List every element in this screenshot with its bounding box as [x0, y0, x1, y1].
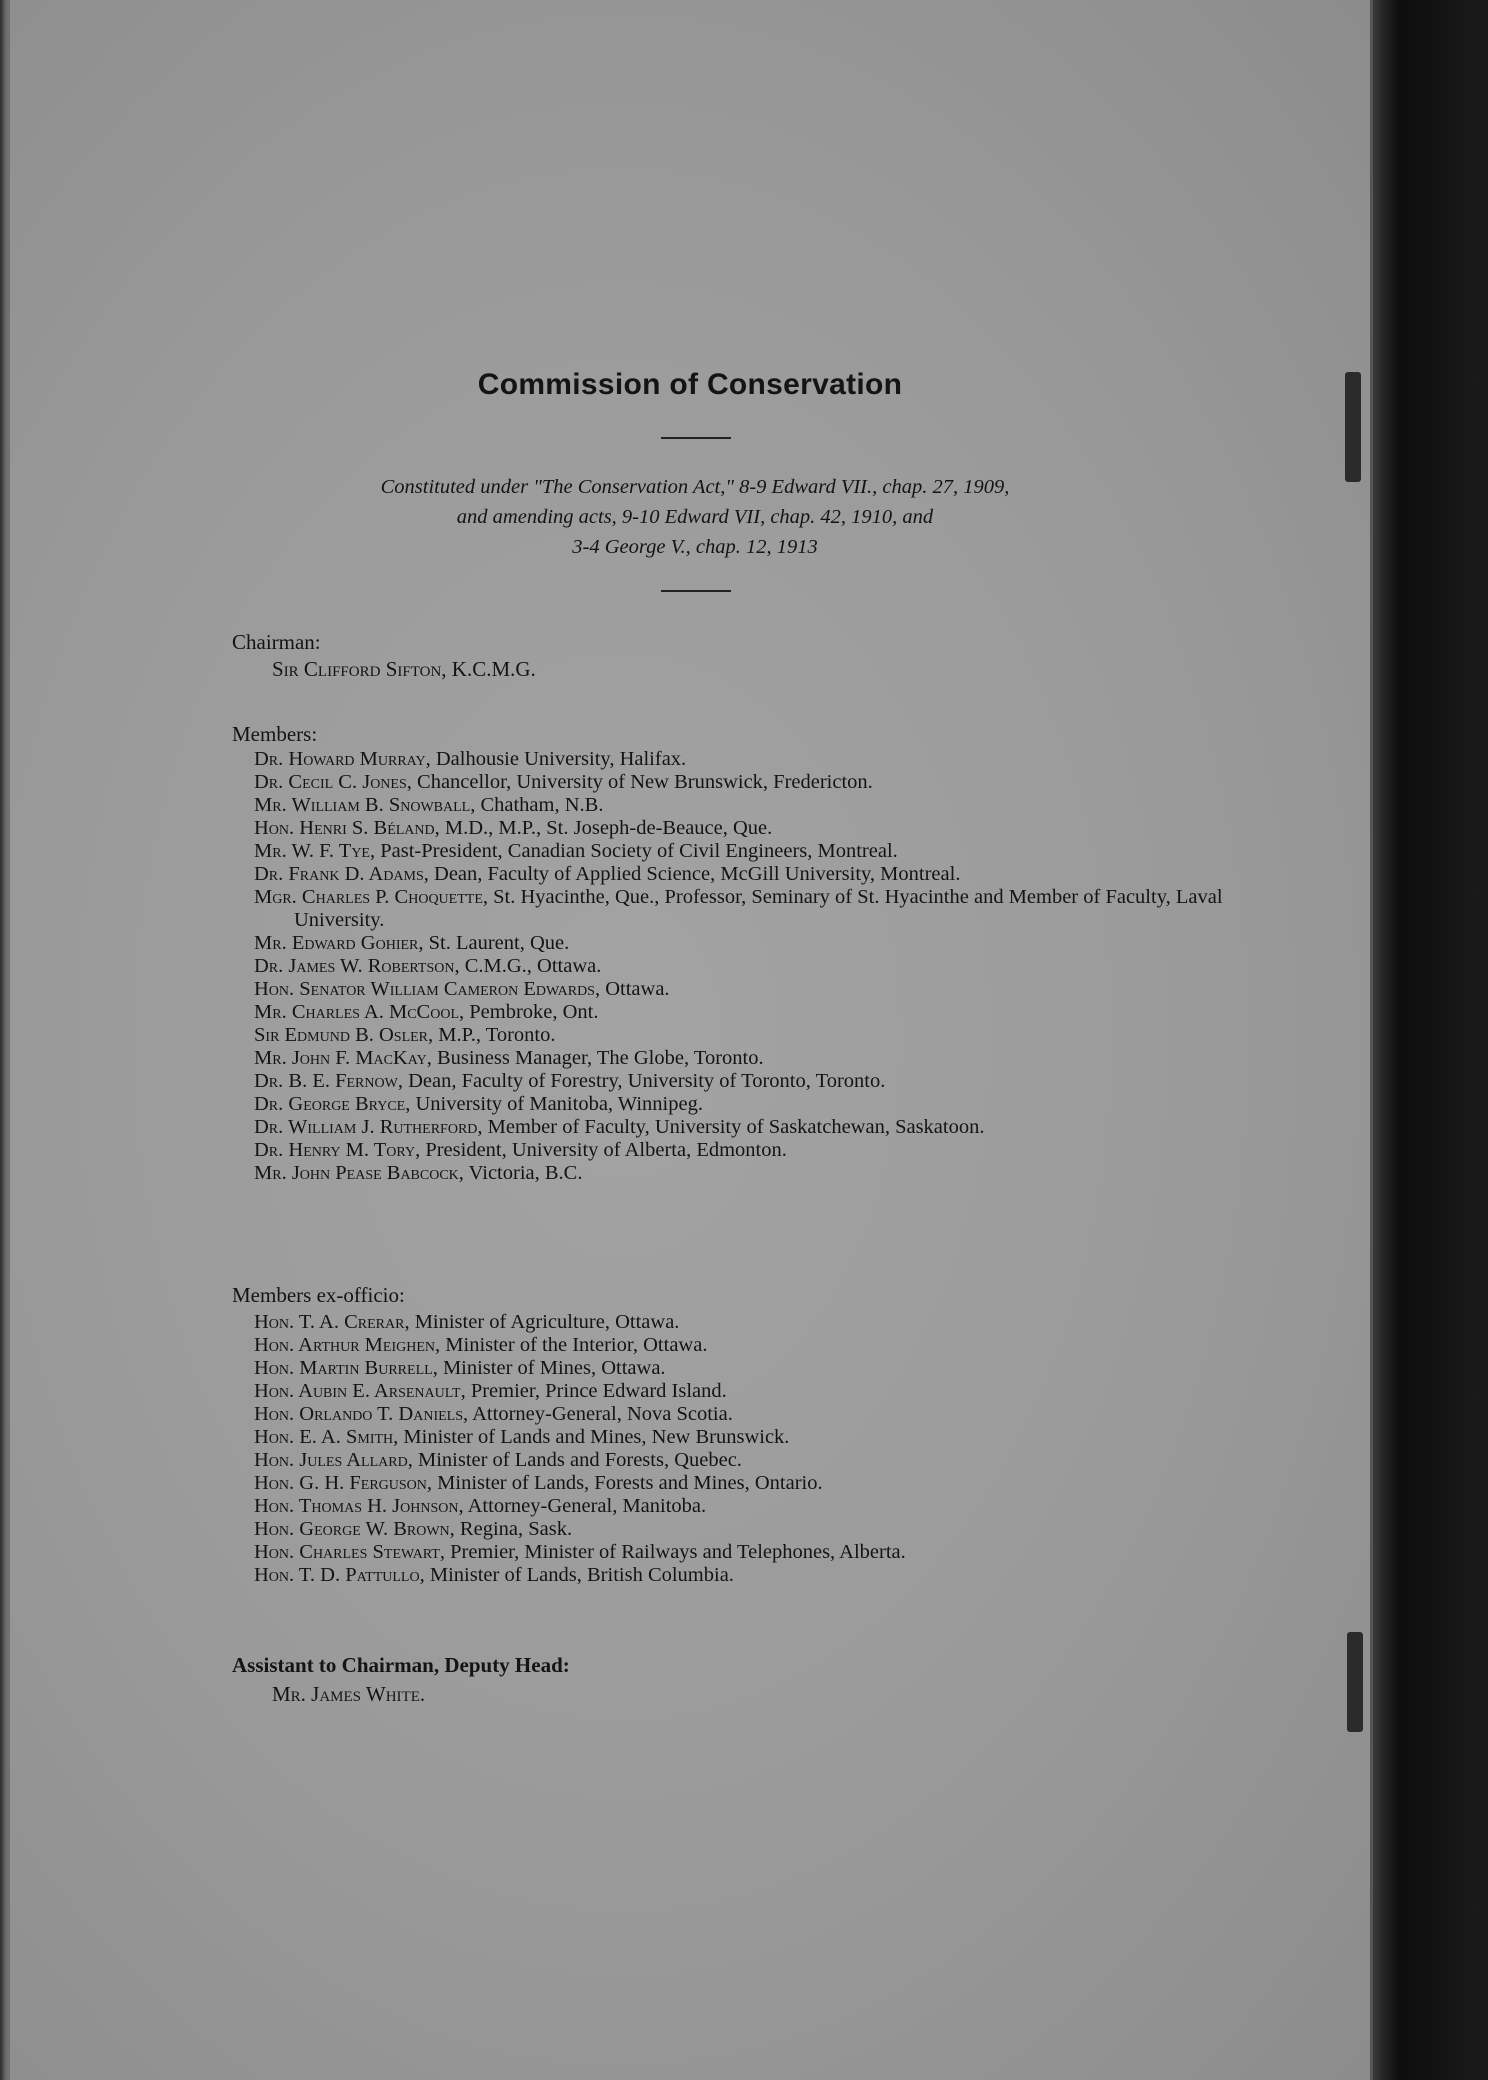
page-title: Commission of Conservation: [477, 368, 903, 401]
ex-officio-member-entry: [232, 1426, 1232, 1449]
member-entry: [232, 840, 1232, 863]
ex-officio-member-entry: [232, 1564, 1232, 1587]
assistant-detail: .: [419, 1682, 426, 1706]
member-detail: , St. Laurent, Que.: [418, 932, 570, 954]
ex-officio-member-name: Hon. T. A. Crerar: [254, 1311, 405, 1333]
member-entry: [232, 1116, 1232, 1139]
member-detail: , M.P., Toronto.: [428, 1024, 556, 1046]
chairman-entry: [272, 657, 536, 682]
subtitle-line-1: Constituted under "The Conservation Act," 8-9 Edward VII., chap. 27, 1909,: [380, 476, 1010, 498]
member-name: Mr. John F. MacKay: [254, 1047, 427, 1069]
member-entry: [232, 771, 1232, 794]
member-entry: [232, 1070, 1232, 1093]
member-name: Dr. James W. Robertson: [254, 955, 455, 977]
ex-officio-list: [232, 1311, 1232, 1587]
chairman-name: Sir Clifford Sifton: [272, 657, 442, 681]
title-rule: [661, 437, 731, 439]
ex-officio-member-detail: , Attorney-General, Manitoba.: [458, 1495, 707, 1517]
member-detail: , Business Manager, The Globe, Toronto.: [426, 1047, 764, 1069]
member-name: Mr. John Pease Babcock: [254, 1162, 459, 1184]
chairman-detail: , K.C.M.G.: [441, 657, 536, 681]
ex-officio-member-detail: , Minister of the Interior, Ottawa.: [435, 1334, 708, 1356]
ex-officio-member-name: Hon. Martin Burrell: [254, 1357, 433, 1379]
member-entry: [232, 1024, 1232, 1047]
ex-officio-member-detail: , Minister of Lands and Forests, Quebec.: [407, 1449, 742, 1471]
subtitle-rule: [661, 590, 731, 592]
ex-officio-member-entry: [232, 1472, 1232, 1495]
member-detail: , Chatham, N.B.: [470, 794, 604, 816]
member-name: Hon. Senator William Cameron Edwards: [254, 978, 595, 1000]
member-entry: [232, 932, 1232, 955]
ex-officio-member-name: Hon. Thomas H. Johnson: [254, 1495, 459, 1517]
ex-officio-member-detail: , Premier, Minister of Railways and Telephones, Alberta.: [439, 1541, 906, 1563]
member-name: Mr. W. F. Tye: [254, 840, 370, 862]
subtitle-line-3: 3-4 George V., chap. 12, 1913: [572, 536, 818, 558]
assistant-entry: [272, 1682, 425, 1707]
member-detail: , University of Manitoba, Winnipeg.: [405, 1093, 703, 1115]
ex-officio-member-entry: [232, 1403, 1232, 1426]
ex-officio-member-detail: , Minister of Agriculture, Ottawa.: [404, 1311, 680, 1333]
member-name: Dr. Cecil C. Jones: [254, 771, 407, 793]
ex-officio-member-detail: , Minister of Lands and Mines, New Brunswick.: [393, 1426, 790, 1448]
member-entry: [232, 1001, 1232, 1024]
member-name: Dr. Henry M. Tory: [254, 1139, 416, 1161]
ex-officio-member-name: Hon. George W. Brown: [254, 1518, 450, 1540]
ex-officio-member-name: Hon. Jules Allard: [254, 1449, 408, 1471]
member-name: Mr. Edward Gohier: [254, 932, 419, 954]
chairman-heading: Chairman:: [232, 630, 321, 654]
member-name: Hon. Henri S. Béland: [254, 817, 435, 839]
member-name: Dr. William J. Rutherford: [254, 1116, 478, 1138]
ex-officio-member-entry: [232, 1380, 1232, 1403]
member-entry: [232, 1162, 1232, 1185]
ex-officio-member-detail: , Regina, Sask.: [449, 1518, 573, 1540]
ex-officio-member-name: Hon. Orlando T. Daniels: [254, 1403, 463, 1425]
ex-officio-member-detail: , Minister of Mines, Ottawa.: [432, 1357, 666, 1379]
member-name: Dr. Frank D. Adams: [254, 863, 424, 885]
member-entry: [232, 817, 1232, 840]
member-detail: , St. Hyacinthe, Que., Professor, Seminary of St. Hyacinthe and Member of Faculty, Laval University.: [294, 886, 1223, 931]
member-entry: [232, 955, 1232, 978]
member-entry: [232, 1139, 1232, 1162]
member-detail: , Victoria, B.C.: [458, 1162, 583, 1184]
member-name: Mr. William B. Snowball: [254, 794, 471, 816]
member-detail: , Ottawa.: [594, 978, 670, 1000]
member-name: Mr. Charles A. McCool: [254, 1001, 459, 1023]
ex-officio-member-entry: [232, 1449, 1232, 1472]
member-entry: [232, 1047, 1232, 1070]
member-detail: , Dean, Faculty of Applied Science, McGill University, Montreal.: [423, 863, 961, 885]
member-entry: [232, 886, 1232, 932]
assistant-heading: Assistant to Chairman, Deputy Head:: [232, 1653, 570, 1677]
member-detail: , President, University of Alberta, Edmonton.: [415, 1139, 787, 1161]
ex-officio-member-detail: , Minister of Lands, Forests and Mines, Ontario.: [426, 1472, 823, 1494]
subtitle-line-2: and amending acts, 9-10 Edward VII, chap. 42, 1910, and: [456, 506, 934, 528]
member-detail: , Pembroke, Ont.: [459, 1001, 599, 1023]
ex-officio-member-detail: , Minister of Lands, British Columbia.: [419, 1564, 734, 1586]
member-detail: , Dean, Faculty of Forestry, University of Toronto, Toronto.: [397, 1070, 886, 1092]
paper-sheet: [10, 0, 1373, 2080]
ex-officio-member-name: Hon. T. D. Pattullo: [254, 1564, 420, 1586]
member-name: Dr. Howard Murray: [254, 748, 426, 770]
member-name: Dr. George Bryce: [254, 1093, 406, 1115]
ex-officio-member-detail: , Attorney-General, Nova Scotia.: [463, 1403, 733, 1425]
member-name: Dr. B. E. Fernow: [254, 1070, 398, 1092]
members-heading: Members:: [232, 722, 318, 746]
ex-officio-member-entry: [232, 1518, 1232, 1541]
ex-officio-member-name: Hon. E. A. Smith: [254, 1426, 394, 1448]
ex-officio-member-entry: [232, 1541, 1232, 1564]
member-detail: , Dalhousie University, Halifax.: [425, 748, 687, 770]
ex-officio-heading: Members ex-officio:: [232, 1283, 405, 1307]
ex-officio-member-name: Hon. G. H. Ferguson: [254, 1472, 427, 1494]
binding-clip-bottom: [1347, 1632, 1363, 1732]
member-detail: , M.D., M.P., St. Joseph-de-Beauce, Que.: [434, 817, 773, 839]
member-detail: , Chancellor, University of New Brunswick, Fredericton.: [406, 771, 873, 793]
ex-officio-member-name: Hon. Charles Stewart: [254, 1541, 440, 1563]
ex-officio-member-entry: [232, 1357, 1232, 1380]
ex-officio-member-entry: [232, 1311, 1232, 1334]
member-entry: [232, 863, 1232, 886]
ex-officio-member-name: Hon. Arthur Meighen: [254, 1334, 436, 1356]
ex-officio-member-name: Hon. Aubin E. Arsenault: [254, 1380, 461, 1402]
members-list: [232, 748, 1232, 1185]
member-name: Mgr. Charles P. Choquette: [254, 886, 483, 908]
subtitle: [220, 472, 1170, 562]
assistant-name: Mr. James White: [272, 1682, 420, 1706]
member-detail: , Past-President, Canadian Society of Civil Engineers, Montreal.: [370, 840, 898, 862]
ex-officio-member-detail: , Premier, Prince Edward Island.: [460, 1380, 727, 1402]
member-entry: [232, 1093, 1232, 1116]
member-name: Sir Edmund B. Osler: [254, 1024, 429, 1046]
ex-officio-member-entry: [232, 1495, 1232, 1518]
member-entry: [232, 748, 1232, 771]
member-detail: , C.M.G., Ottawa.: [454, 955, 602, 977]
member-entry: [232, 794, 1232, 817]
member-entry: [232, 978, 1232, 1001]
ex-officio-member-entry: [232, 1334, 1232, 1357]
member-detail: , Member of Faculty, University of Saskatchewan, Saskatoon.: [477, 1116, 985, 1138]
